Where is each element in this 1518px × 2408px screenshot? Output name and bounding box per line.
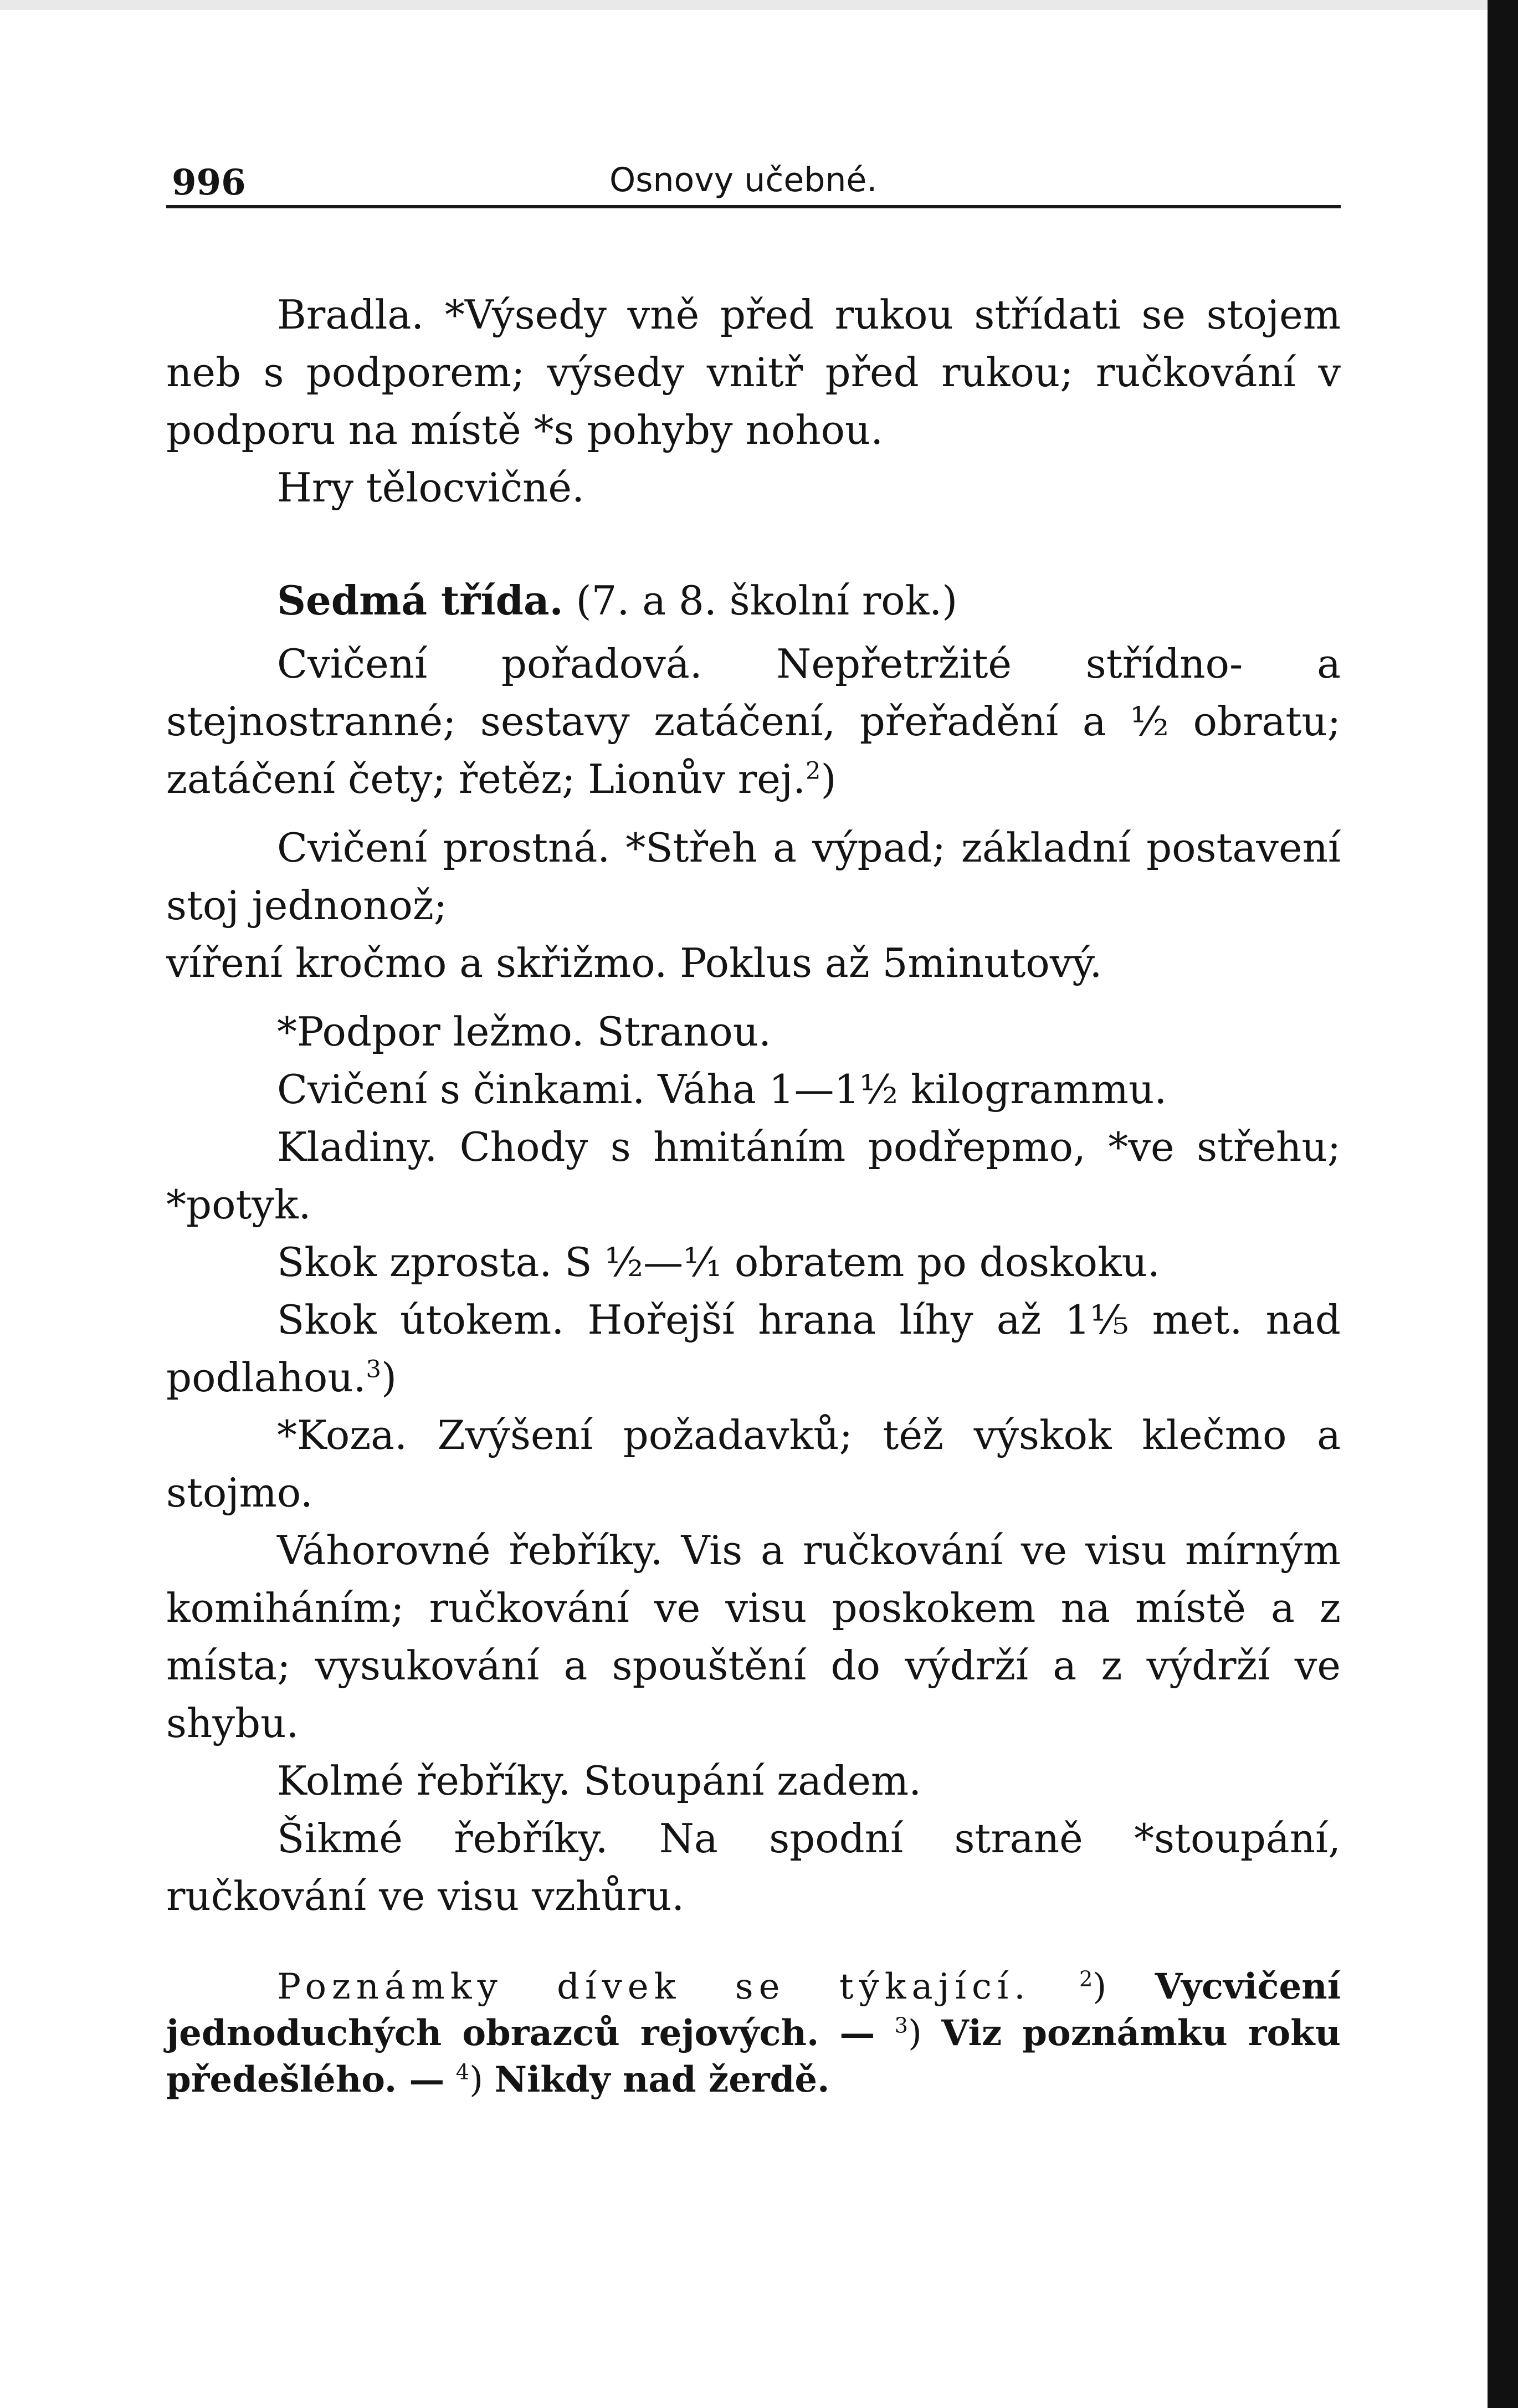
skok-utokem-text: Skok útokem. Hořejší hrana líhy až 1⅕ met. nad podlahou. xyxy=(166,1297,1341,1401)
book-page xyxy=(166,133,1341,2103)
section-subtitle: (7. a 8. školní rok.) xyxy=(576,577,958,624)
paragraph-kolme: Kolmé řebříky. Stoupání zadem. xyxy=(277,1758,922,1804)
footnote-ref-3: 3 xyxy=(366,1356,381,1384)
section-heading xyxy=(166,572,1341,629)
note-3-text: Viz poznámku roku předešlého. — xyxy=(166,2012,1341,2100)
note-2-ref: 2 xyxy=(1079,1966,1093,1992)
note-4-ref: 4 xyxy=(455,2059,470,2085)
paragraph-skok-zprosta: Skok zprosta. S ½—¹⁄₁ obratem po doskoku. xyxy=(277,1239,1160,1285)
footnotes: Poznámky dívek se týkající. $^2$) Vycvičení jednoduchých obrazců rejových. — $^3$) Viz poznámku roku předešlého. — $^4$) Nikdy nad žerdě. xyxy=(166,1966,1341,2100)
page-top-edge xyxy=(0,0,1518,10)
running-title: Osnovy učebné. xyxy=(609,161,878,199)
paragraph-bradla xyxy=(166,286,1341,459)
section-title: Sedmá třída. xyxy=(277,577,563,624)
note-4-text: Nikdy nad žerdě. xyxy=(494,2059,830,2100)
paragraph-prostna-cont: víření kročmo a skřižmo. Poklus až 5minutový. xyxy=(166,940,1102,986)
paragraph-poradova: Cvičení pořadová. Nepřetržité střídno- a stejnostranné; sestavy zatáčení, přeřadění a ½ obratu; zatáčení čety; řetěz; Lionův rej.$^2$) xyxy=(166,641,1341,802)
paragraph-hry: Hry tělocvičné. xyxy=(277,464,584,511)
bradla-text: *Výsedy vně před rukou střídati se stojem neb s podporem; výsedy vnitř před rukou; ručkování v podporu na místě *s pohyby nohou. xyxy=(166,291,1341,453)
paragraph-skok-utokem: Skok útokem. Hořejší hrana líhy až 1⅕ met. nad podlahou.$^3$) xyxy=(166,1297,1341,1401)
note-3-ref: 3 xyxy=(894,2013,908,2038)
notes-label: Poznámky dívek se týkající. xyxy=(277,1966,1031,2007)
paragraph-prostna: Cvičení prostná. *Střeh a výpad; základní postavení stoj jednonož; xyxy=(166,824,1341,929)
page-header xyxy=(166,133,1341,208)
paragraph-koza: *Koza. Zvýšení požadavků; též výskok klečmo a stojmo. xyxy=(166,1412,1341,1516)
footnote-ref-2: 2 xyxy=(806,757,821,785)
page-number: 996 xyxy=(172,162,246,203)
paragraph-cinkami: Cvičení s činkami. Váha 1—1½ kilogrammu. xyxy=(277,1066,1167,1113)
paragraph-vahorovne: Váhorovné řebříky. Vis a ručkování ve visu mírným komiháním; ručkování ve visu poskokem na místě a z místa; vysukování a spouštění do výdrží a z výdrží ve shybu. xyxy=(166,1527,1341,1746)
paragraph-sikme: Šikmé řebříky. Na spodní straně *stoupání, ručkování ve visu vzhůru. xyxy=(166,1815,1341,1919)
paragraph-kladiny: Kladiny. Chody s hmitáním podřepmo, *ve střehu; *potyk. xyxy=(166,1124,1341,1228)
paragraph-podpor: *Podpor ležmo. Stranou. xyxy=(277,1008,771,1055)
poradova-text: Cvičení pořadová. Nepřetržité střídno- a stejnostranné; sestavy zatáčení, přeřadění a ½ obratu; zatáčení čety; řetěz; Lionův rej. xyxy=(166,641,1341,802)
note-2-text: Vycvičení jednoduchých obrazců rejových. — xyxy=(166,1966,1341,2054)
page-binding-edge xyxy=(1488,0,1518,2408)
bradla-label: Bradla. xyxy=(277,291,424,338)
body-text xyxy=(166,286,1341,2103)
